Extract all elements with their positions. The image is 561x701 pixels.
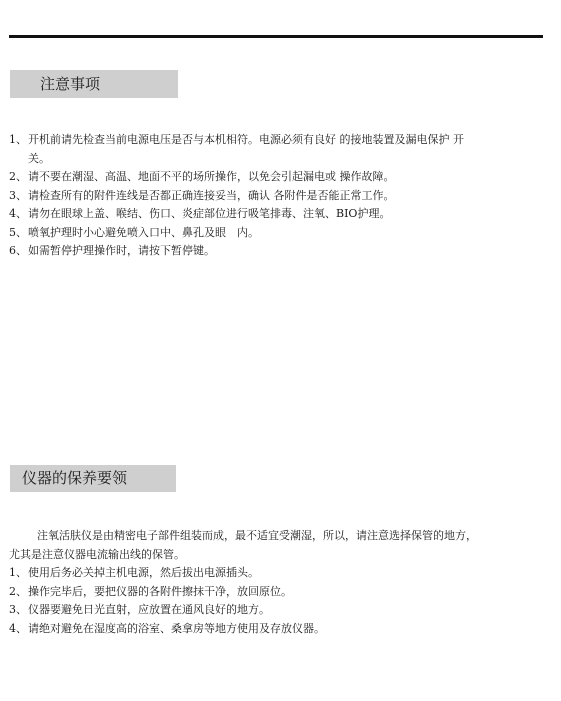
list-item — [9, 131, 549, 168]
list-item — [9, 224, 549, 243]
item-text: 如需暂停护理操作时，请按下暂停键。 — [28, 244, 215, 257]
list-item — [9, 620, 549, 639]
maintenance-list — [9, 564, 549, 638]
item-number: 6、 — [9, 244, 27, 257]
list-item — [9, 583, 549, 602]
list-item — [9, 242, 549, 261]
list-item — [9, 601, 549, 620]
item-number: 3、 — [9, 603, 27, 616]
item-text-continued: 关。 — [28, 151, 50, 165]
list-item — [9, 187, 549, 206]
item-number: 2、 — [9, 170, 27, 183]
list-item — [9, 205, 549, 224]
item-text: 请勿在眼球上盖、喉结、伤口、炎症部位进行吸笔排毒、注氧、BIO护理。 — [28, 207, 391, 220]
list-item — [9, 564, 549, 583]
intro-line: 尤其是注意仪器电流输出线的保管。 — [9, 548, 185, 561]
item-number: 4、 — [9, 621, 27, 635]
item-text: 喷氧护理时小心避免喷入口中、鼻孔及眼 内。 — [28, 225, 259, 239]
item-text: 请检查所有的附件连线是否都正确连接妥当，确认 各附件是否能正常工作。 — [28, 188, 395, 202]
intro-line: 注氧活肤仪是由精密电子部件组装而成，最不适宜受潮湿，所以，请注意选择保管的地方， — [37, 529, 477, 542]
item-text: 仪器要避免日光直射，应放置在通风良好的地方。 — [28, 603, 270, 616]
maintenance-intro — [9, 526, 549, 564]
precautions-heading: 注意事项 — [10, 70, 178, 98]
item-text: 请不要在潮湿、高温、地面不平的场所操作，以免会引起漏电或 操作故障。 — [28, 170, 395, 183]
item-number: 3、 — [9, 188, 27, 202]
top-rule — [9, 35, 543, 38]
item-text: 操作完毕后，要把仪器的各附件擦抹干净，放回原位。 — [28, 584, 292, 598]
item-text: 请绝对避免在湿度高的浴室、桑拿房等地方使用及存放仪器。 — [28, 621, 325, 635]
item-number: 2、 — [9, 584, 27, 598]
item-number: 4、 — [9, 207, 27, 220]
item-number: 1、 — [9, 133, 27, 146]
item-number: 5、 — [9, 225, 27, 239]
list-item — [9, 168, 549, 187]
item-text: 使用后务必关掉主机电源，然后拔出电源插头。 — [28, 566, 259, 579]
item-number: 1、 — [9, 566, 27, 579]
item-text: 开机前请先检查当前电源电压是否与本机相符。电源必须有良好 的接地装置及漏电保护 开 — [28, 133, 464, 146]
maintenance-heading: 仪器的保养要领 — [10, 465, 176, 492]
precautions-list — [9, 131, 549, 261]
